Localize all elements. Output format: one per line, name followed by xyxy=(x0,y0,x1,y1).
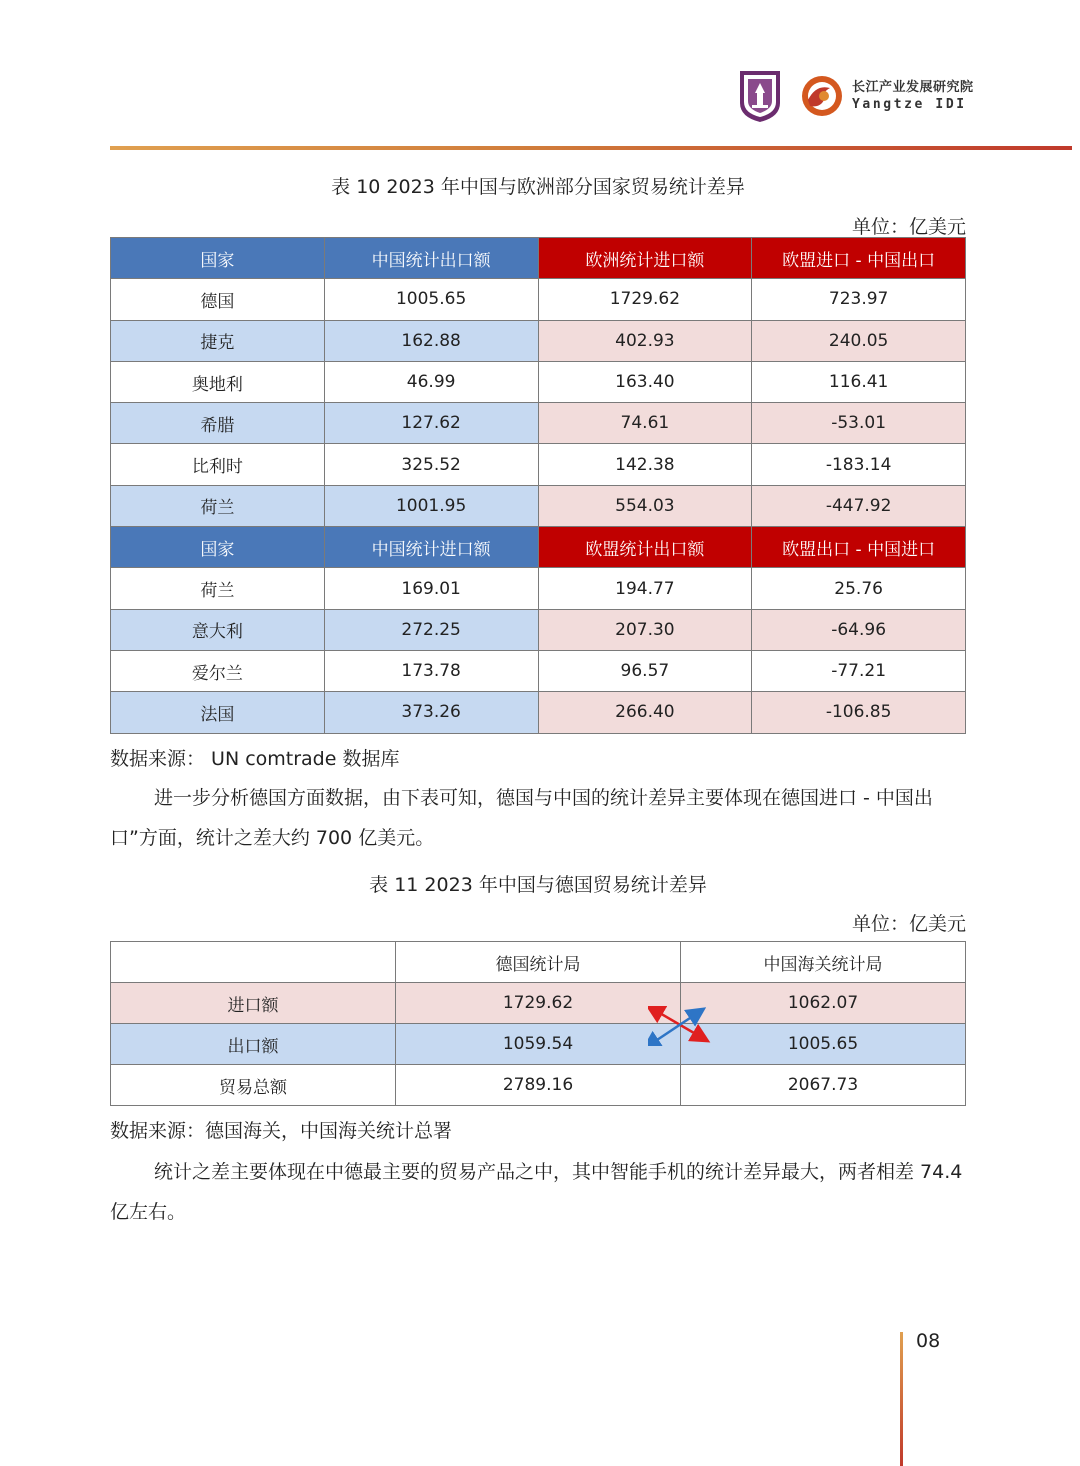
country-cell: 法国 xyxy=(111,692,325,733)
country-cell: 意大利 xyxy=(111,609,325,650)
value-cell: 1001.95 xyxy=(324,485,538,526)
header-cell: 国家 xyxy=(111,527,325,568)
value-cell: 2067.73 xyxy=(681,1065,966,1106)
value-cell: 1729.62 xyxy=(396,983,681,1024)
paragraph-2: 统计之差主要体现在中德最主要的贸易产品之中，其中智能手机的统计差异最大，两者相差 74.4 亿左右。 xyxy=(110,1161,963,1223)
label-cell: 进口额 xyxy=(111,983,396,1024)
value-cell: 1005.65 xyxy=(324,279,538,320)
value-cell: -77.21 xyxy=(752,650,966,691)
value-cell: 402.93 xyxy=(538,320,752,361)
table-row xyxy=(111,361,966,402)
university-seal-icon xyxy=(738,69,782,123)
value-cell: 194.77 xyxy=(538,568,752,609)
value-cell: 116.41 xyxy=(752,361,966,402)
header-cell: 德国统计局 xyxy=(396,942,681,983)
country-cell: 爱尔兰 xyxy=(111,650,325,691)
value-cell: 96.57 xyxy=(538,650,752,691)
value-cell: 173.78 xyxy=(324,650,538,691)
country-cell: 比利时 xyxy=(111,444,325,485)
cross-arrows-icon xyxy=(648,1006,714,1046)
header-divider xyxy=(110,146,1072,150)
label-cell: 出口额 xyxy=(111,1024,396,1065)
table-row xyxy=(111,1024,966,1065)
value-cell: 1059.54 xyxy=(396,1024,681,1065)
table-row xyxy=(111,403,966,444)
table11 xyxy=(110,941,966,1106)
value-cell: 373.26 xyxy=(324,692,538,733)
table-row xyxy=(111,485,966,526)
table-header-row xyxy=(111,238,966,279)
value-cell: 1729.62 xyxy=(538,279,752,320)
header-cell: 中国统计出口额 xyxy=(324,238,538,279)
yangtze-idi-logo-icon xyxy=(800,74,844,118)
value-cell: 74.61 xyxy=(538,403,752,444)
value-cell: 127.62 xyxy=(324,403,538,444)
page-number-bar xyxy=(900,1332,903,1466)
value-cell: 46.99 xyxy=(324,361,538,402)
value-cell: 142.38 xyxy=(538,444,752,485)
value-cell: 1005.65 xyxy=(681,1024,966,1065)
table-row xyxy=(111,279,966,320)
value-cell: -53.01 xyxy=(752,403,966,444)
value-cell: 1062.07 xyxy=(681,983,966,1024)
value-cell: 723.97 xyxy=(752,279,966,320)
value-cell: 554.03 xyxy=(538,485,752,526)
value-cell: 272.25 xyxy=(324,609,538,650)
value-cell: 325.52 xyxy=(324,444,538,485)
idi-logo xyxy=(800,74,974,118)
table-header-row xyxy=(111,527,966,568)
value-cell: -106.85 xyxy=(752,692,966,733)
table10-source: 数据来源： UN comtrade 数据库 xyxy=(110,748,400,770)
header-logos xyxy=(738,68,974,124)
table-row xyxy=(111,444,966,485)
header-cell: 欧盟进口 - 中国出口 xyxy=(752,238,966,279)
table11-unit: 单位：亿美元 xyxy=(851,913,966,935)
page-number: 08 xyxy=(916,1330,941,1352)
institute-name-en: Yangtze IDI xyxy=(852,97,967,112)
country-cell: 荷兰 xyxy=(111,485,325,526)
table-row xyxy=(111,320,966,361)
table-row xyxy=(111,650,966,691)
value-cell: 266.40 xyxy=(538,692,752,733)
table11-source: 数据来源：德国海关，中国海关统计总署 xyxy=(110,1120,453,1142)
value-cell: -447.92 xyxy=(752,485,966,526)
table-row xyxy=(111,983,966,1024)
header-cell: 中国统计进口额 xyxy=(324,527,538,568)
header-cell: 欧洲统计进口额 xyxy=(538,238,752,279)
table-row xyxy=(111,1065,966,1106)
value-cell: 169.01 xyxy=(324,568,538,609)
table11-caption: 表 11 2023 年中国与德国贸易统计差异 xyxy=(369,874,707,896)
country-cell: 奥地利 xyxy=(111,361,325,402)
value-cell: 163.40 xyxy=(538,361,752,402)
value-cell: 240.05 xyxy=(752,320,966,361)
table-header-row xyxy=(111,942,966,983)
table-row xyxy=(111,692,966,733)
table10 xyxy=(110,237,966,734)
paragraph-1: 进一步分析德国方面数据，由下表可知，德国与中国的统计差异主要体现在德国进口 - 中国出口”方面，统计之差大约 700 亿美元。 xyxy=(110,787,933,849)
country-cell: 希腊 xyxy=(111,403,325,444)
label-cell: 贸易总额 xyxy=(111,1065,396,1106)
header-cell: 国家 xyxy=(111,238,325,279)
table10-unit: 单位：亿美元 xyxy=(851,216,966,238)
institute-name-cn: 长江产业发展研究院 xyxy=(852,80,974,95)
table-row xyxy=(111,568,966,609)
country-cell: 德国 xyxy=(111,279,325,320)
country-cell: 荷兰 xyxy=(111,568,325,609)
value-cell: -64.96 xyxy=(752,609,966,650)
table-row xyxy=(111,609,966,650)
value-cell: 25.76 xyxy=(752,568,966,609)
country-cell: 捷克 xyxy=(111,320,325,361)
header-cell: 欧盟统计出口额 xyxy=(538,527,752,568)
value-cell: 162.88 xyxy=(324,320,538,361)
value-cell: -183.14 xyxy=(752,444,966,485)
value-cell: 207.30 xyxy=(538,609,752,650)
value-cell: 2789.16 xyxy=(396,1065,681,1106)
header-cell: 中国海关统计局 xyxy=(681,942,966,983)
table10-caption: 表 10 2023 年中国与欧洲部分国家贸易统计差异 xyxy=(331,176,745,198)
header-cell: 欧盟出口 - 中国进口 xyxy=(752,527,966,568)
header-cell xyxy=(111,942,396,983)
